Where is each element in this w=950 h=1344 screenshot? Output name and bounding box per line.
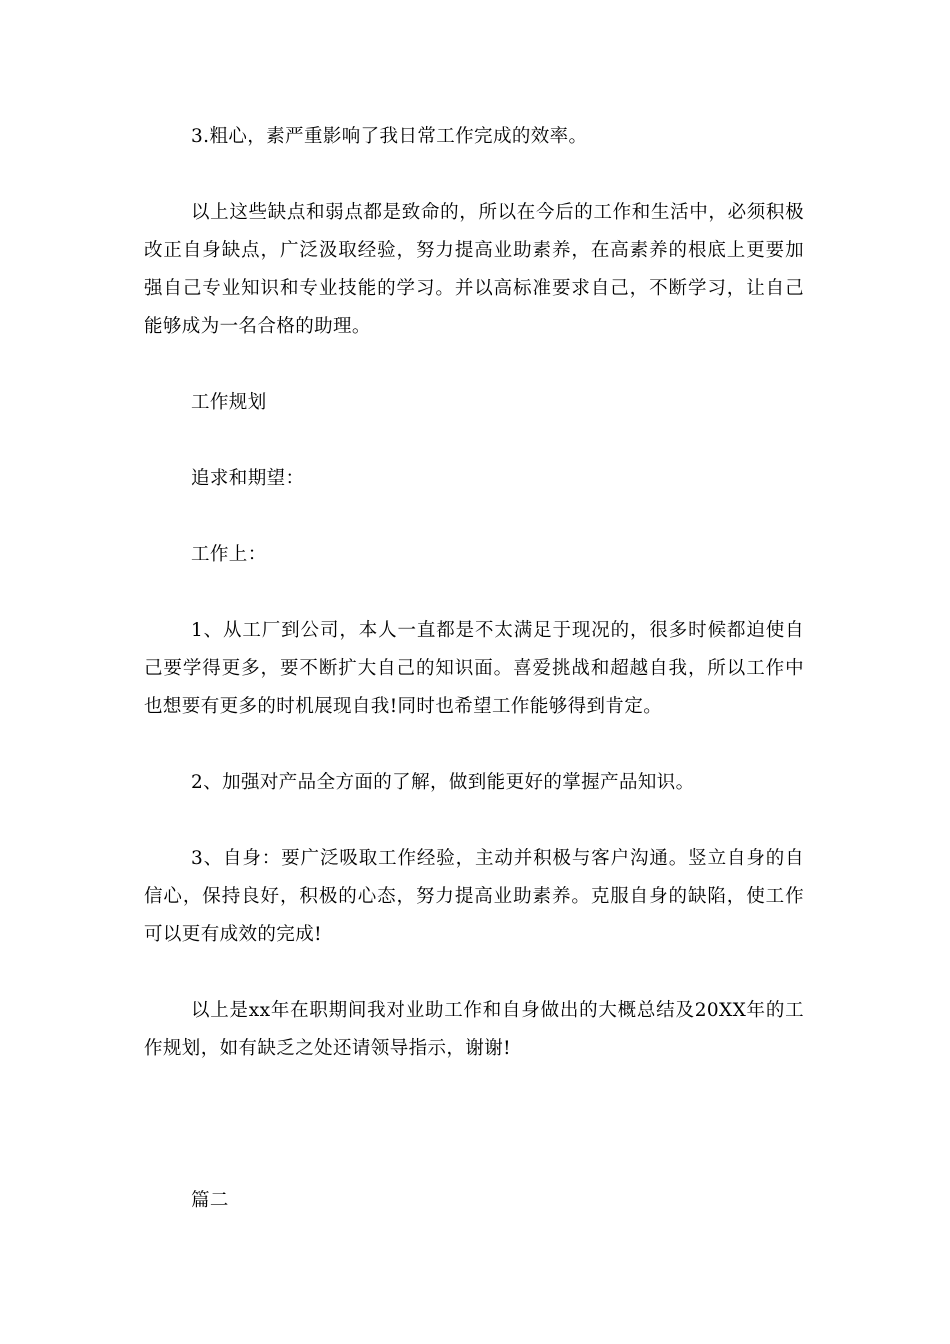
document-body	[144, 118, 804, 1258]
heading-work-plan: 工作规划	[191, 392, 267, 413]
paragraph-item-2: 2、加强对产品全方面的了解，做到能更好的掌握产品知识。	[191, 772, 695, 793]
section-spacer	[144, 1106, 804, 1182]
paragraph-weakness-summary: 以上这些缺点和弱点都是致命的，所以在今后的工作和生活中，必须积极改正自身缺点，广泛汲取经验，努力提高业助素养，在高素养的根底上更要加强自己专业知识和专业技能的学习。并以高标准要求自己，不断学习，让自己能够成为一名合格的助理。	[144, 202, 804, 337]
heading-pursuit-expectations: 追求和期望：	[191, 468, 305, 489]
heading-part-two: 篇二	[191, 1190, 229, 1211]
paragraph-conclusion: 以上是xx年在职期间我对业助工作和自身做出的大概总结及20XX年的工作规划，如有缺乏之处还请领导指示，谢谢!	[144, 1000, 804, 1059]
paragraph-item-3: 3、自身：要广泛吸取工作经验，主动并积极与客户沟通。竖立自身的自信心，保持良好，积极的心态，努力提高业助素养。克服自身的缺陷，使工作可以更有成效的完成!	[144, 848, 804, 945]
paragraph-carelessness: 3.粗心，素严重影响了我日常工作完成的效率。	[191, 126, 588, 147]
paragraph-item-1: 1、从工厂到公司，本人一直都是不太满足于现况的，很多时候都迫使自己要学得更多，要不断扩大自己的知识面。喜爱挑战和超越自我，所以工作中也想要有更多的时机展现自我!同时也希望工作能够得到肯定。	[144, 620, 804, 717]
heading-at-work: 工作上：	[191, 544, 267, 565]
